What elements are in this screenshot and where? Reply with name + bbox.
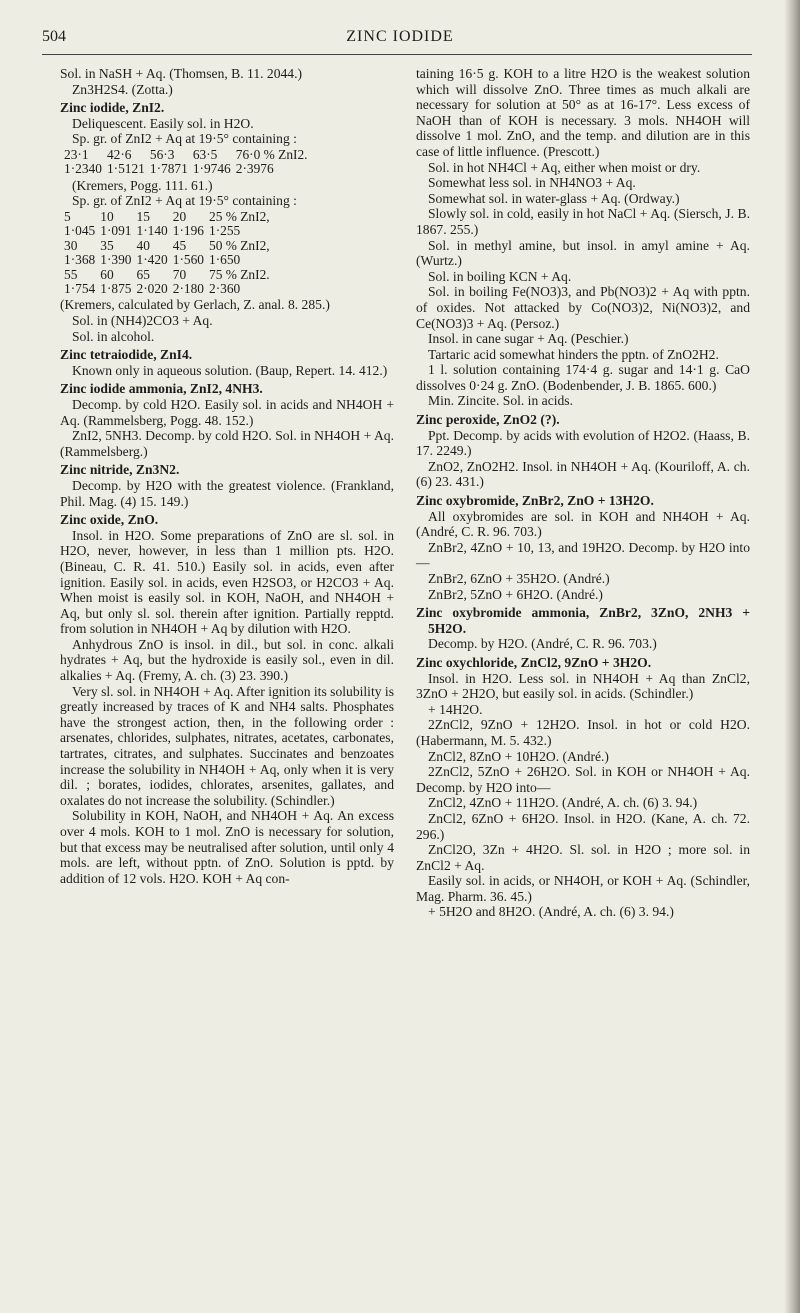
- table-cell: 1·650: [209, 252, 241, 268]
- paragraph: Decomp. by cold H2O. Easily sol. in acids and NH4OH + Aq. (Rammelsberg, Pogg. 48. 152.): [60, 396, 394, 428]
- header-rule: [42, 54, 752, 55]
- table-cell: 15: [136, 208, 150, 224]
- table-cell: 1·5121: [106, 161, 145, 177]
- entry-heading-zinc-iodide: Zinc iodide, ZnI2.: [60, 100, 165, 116]
- paragraph: Sol. in hot NH4Cl + Aq, either when moist or dry.: [428, 159, 701, 175]
- table-cell: 2·020: [136, 281, 168, 296]
- table-cell: 1·091: [100, 223, 132, 239]
- paragraph: 1 l. solution containing 174·4 g. sugar and 14·1 g. CaO dissolves 0·24 g. ZnO. (Bodenbender, J. B. 1865. 600.): [416, 362, 750, 393]
- paragraph: ZnCl2O, 3Zn + 4H2O. Sl. sol. in H2O ; more sol. in ZnCl2 + Aq.: [416, 842, 750, 873]
- paragraph: Sol. in methyl amine, but insol. in amyl amine + Aq. (Wurtz.): [416, 237, 750, 269]
- entry-heading-zinc-iodide-ammonia: Zinc iodide ammonia, ZnI2, 4NH3.: [60, 381, 263, 397]
- table-cell: 1·420: [136, 252, 168, 268]
- table-cell: 65: [136, 266, 150, 282]
- table-cell: 60: [100, 266, 114, 282]
- table-cell: 1·754: [64, 281, 96, 296]
- table-cell: 45: [172, 237, 187, 253]
- table-cell: 1·875: [100, 281, 132, 296]
- paragraph: ZnBr2, 6ZnO + 35H2O. (André.): [428, 571, 610, 586]
- table-cell: 1·140: [136, 223, 168, 239]
- entry-heading-zinc-oxybromide: Zinc oxybromide, ZnBr2, ZnO + 13H2O.: [416, 493, 654, 509]
- page-edge-shadow: [784, 0, 800, 1313]
- specific-gravity-table-2: [64, 210, 275, 296]
- paragraph: Sol. in boiling KCN + Aq.: [428, 268, 572, 284]
- paragraph: Decomp. by H2O. (André, C. R. 96. 703.): [428, 636, 657, 652]
- paragraph: ZnBr2, 5ZnO + 6H2O. (André.): [428, 586, 603, 602]
- paragraph: Sol. in (NH4)2CO3 + Aq.: [72, 313, 213, 328]
- paragraph: Insol. in H2O. Less sol. in NH4OH + Aq than ZnCl2, 3ZnO + 2H2O, but easily sol. in acids. (Schindler.): [416, 670, 750, 702]
- paragraph: Insol. in cane sugar + Aq. (Peschier.): [428, 331, 629, 347]
- table-cell: 1·255: [209, 223, 241, 239]
- paragraph: Slowly sol. in cold, easily in hot NaCl + Aq. (Siersch, J. B. 1867. 255.): [416, 206, 750, 237]
- paragraph: Very sl. sol. in NH4OH + Aq. After ignition its solubility is greatly increased by traces of K and NH4 salts. Phosphates have the strongest action, then, in the following order : arsenates, chlorides, sulphates, nitrates, acetates, carbonates, tartrates, citrates, and sulphates. Succinates and benzoates increase the solubility in NH4OH + Aq, only when it is very dil. ; borates, iodides, chlorates, arsenites, gallates, and oxalates do not increase the solubility. (Schindler.): [60, 683, 394, 808]
- paragraph: taining 16·5 g. KOH to a litre H2O is the weakest solution which will dissolve ZnO. Three times as much alkali are necessary for solution at 50° as at 16-17°. Less excess of NaOH than of KOH is necessary. 3 mols. NH4OH will dissolve 1 mol. ZnO, and the temp. and dilution are in this case of little influence. (Prescott.): [416, 66, 750, 159]
- paragraph: Sol. in NaSH + Aq. (Thomsen, B. 11. 2044.): [60, 66, 303, 81]
- table-cell: 70: [172, 266, 187, 282]
- left-column: [60, 66, 394, 886]
- table-cell: 10: [100, 208, 114, 224]
- table-cell: 2·3976: [235, 161, 274, 177]
- paragraph: Decomp. by H2O with the greatest violence. (Frankland, Phil. Mag. (4) 15. 149.): [60, 477, 394, 509]
- table-cell: 1·9746: [192, 161, 231, 177]
- paragraph: Insol. in H2O. Some preparations of ZnO are sl. sol. in H2O, never, however, in less than 1 million pts. H2O. (Bineau, C. R. 41. 510.) Easily sol. in acids, even after ignition. Easily sol. in acids, even H2SO3, or H2CO3 + Aq. When moist is easily sol. in KOH, NaOH, and NH4OH + Aq, but only sl. sol. therein after ignition. Partially repptd. from solution in NH4OH + Aq by dilution with H2O.: [60, 527, 394, 637]
- table-cell: 75 % ZnI2.: [209, 266, 270, 282]
- table-cell: 5: [64, 208, 71, 224]
- table-cell: 2·360: [209, 281, 241, 296]
- table-cell: 1·196: [172, 223, 204, 239]
- paragraph: Somewhat less sol. in NH4NO3 + Aq.: [428, 175, 636, 191]
- paragraph: Ppt. Decomp. by acids with evolution of H2O2. (Haass, B. 17. 2249.): [416, 427, 750, 459]
- paragraph: ZnCl2, 8ZnO + 10H2O. (André.): [428, 748, 609, 764]
- paragraph: + 14H2O.: [428, 701, 483, 717]
- paragraph: ZnI2, 5NH3. Decomp. by cold H2O. Sol. in NH4OH + Aq. (Rammelsberg.): [60, 428, 394, 459]
- entry-heading-zinc-oxybromide-ammonia: Zinc oxybromide ammonia, ZnBr2, 3ZnO, 2NH3 + 5H2O.: [416, 605, 750, 636]
- table-cell: 2·180: [172, 281, 204, 296]
- table-cell: 42·6: [106, 146, 132, 162]
- table-cell: 76·0 % ZnI2.: [235, 146, 308, 162]
- paragraph: ZnO2, ZnO2H2. Insol. in NH4OH + Aq. (Kouriloff, A. ch. (6) 23. 431.): [416, 458, 750, 490]
- entry-heading-zinc-oxide: Zinc oxide, ZnO.: [60, 512, 159, 528]
- paragraph: 2ZnCl2, 5ZnO + 26H2O. Sol. in KOH or NH4OH + Aq. Decomp. by H2O into—: [416, 764, 750, 795]
- table-cell: 1·560: [172, 252, 204, 268]
- table-row: [64, 253, 275, 267]
- table-cell: 63·5: [192, 146, 218, 162]
- paragraph: Sp. gr. of ZnI2 + Aq at 19·5° containing :: [72, 131, 297, 147]
- table-cell: 30: [64, 237, 78, 253]
- table-row: [64, 282, 275, 296]
- table-cell: 50 % ZnI2,: [209, 237, 270, 253]
- table-row: [64, 162, 313, 176]
- paragraph: Tartaric acid somewhat hinders the pptn. of ZnO2H2.: [428, 346, 719, 362]
- paragraph: Anhydrous ZnO is insol. in dil., but sol. in conc. alkali hydrates + Aq, but the hydroxide is easily sol., even in dil. alkalies + Aq. (Fremy, A. ch. (3) 23. 390.): [60, 636, 394, 684]
- table-row: [64, 148, 313, 162]
- table-row: [64, 210, 275, 224]
- table-cell: 1·390: [100, 252, 132, 268]
- paragraph: All oxybromides are sol. in KOH and NH4OH + Aq. (André, C. R. 96. 703.): [416, 508, 750, 540]
- right-column: [416, 66, 750, 920]
- table-cell: 1·045: [64, 223, 96, 239]
- page-number: 504: [42, 28, 66, 45]
- paragraph: Sp. gr. of ZnI2 + Aq at 19·5° containing :: [72, 193, 297, 209]
- paragraph: ZnBr2, 4ZnO + 10, 13, and 19H2O. Decomp. by H2O into—: [416, 539, 750, 571]
- table-cell: 56·3: [149, 146, 175, 162]
- table-cell: 55: [64, 266, 78, 282]
- paragraph: Zn3H2S4. (Zotta.): [72, 81, 173, 97]
- table-cell: 1·2340: [64, 161, 102, 177]
- table-cell: 40: [136, 237, 150, 253]
- table-cell: 25 % ZnI2,: [209, 208, 270, 224]
- table-cell: 35: [100, 237, 114, 253]
- table-cell: 1·368: [64, 252, 96, 268]
- entry-heading-zinc-nitride: Zinc nitride, Zn3N2.: [60, 462, 180, 478]
- citation: (Kremers, calculated by Gerlach, Z. anal. 8. 285.): [60, 297, 330, 313]
- paragraph: Deliquescent. Easily sol. in H2O.: [72, 115, 254, 131]
- entry-heading-zinc-oxychloride: Zinc oxychloride, ZnCl2, 9ZnO + 3H2O.: [416, 654, 652, 670]
- entry-heading-zinc-peroxide: Zinc peroxide, ZnO2 (?).: [416, 412, 560, 428]
- table-row: [64, 224, 275, 238]
- paragraph: Easily sol. in acids, or NH4OH, or KOH + Aq. (Schindler, Mag. Pharm. 36. 45.): [416, 873, 750, 904]
- citation: (Kremers, Pogg. 111. 61.): [72, 177, 213, 193]
- entry-heading-zinc-tetraiodide: Zinc tetraiodide, ZnI4.: [60, 347, 193, 363]
- specific-gravity-table-1: [64, 148, 313, 177]
- table-cell: 20: [172, 208, 187, 224]
- paragraph: Sol. in boiling Fe(NO3)3, and Pb(NO3)2 + Aq with pptn. of oxides. Not attacked by Co(NO3)2, Ni(NO3)2, and Ce(NO3)3 + Aq. (Persoz.): [416, 284, 750, 331]
- paragraph: ZnCl2, 4ZnO + 11H2O. (André, A. ch. (6) 3. 94.): [428, 795, 698, 811]
- table-row: [64, 239, 275, 253]
- paragraph: Somewhat sol. in water-glass + Aq. (Ordway.): [428, 190, 680, 206]
- paragraph: Sol. in alcohol.: [72, 328, 155, 344]
- table-cell: 23·1: [64, 146, 89, 162]
- table-cell: 1·7871: [149, 161, 188, 177]
- running-head: ZINC IODIDE: [346, 28, 454, 45]
- paragraph: + 5H2O and 8H2O. (André, A. ch. (6) 3. 94.): [428, 904, 674, 920]
- paragraph: ZnCl2, 6ZnO + 6H2O. Insol. in H2O. (Kane, A. ch. 72. 296.): [416, 810, 750, 842]
- paragraph: Solubility in KOH, NaOH, and NH4OH + Aq. An excess over 4 mols. KOH to 1 mol. ZnO is necessary for solution, but that excess may be neutralised after solution, until only 4 mols. are left, without pptn. of ZnO. Solution is pptd. by addition of 12 vols. H2O. KOH + Aq con-: [60, 808, 394, 886]
- paragraph: Known only in aqueous solution. (Baup, Repert. 14. 412.): [72, 362, 388, 378]
- paragraph: 2ZnCl2, 9ZnO + 12H2O. Insol. in hot or cold H2O. (Habermann, M. 5. 432.): [416, 717, 750, 748]
- table-row: [64, 268, 275, 282]
- paragraph: Min. Zincite. Sol. in acids.: [428, 393, 573, 409]
